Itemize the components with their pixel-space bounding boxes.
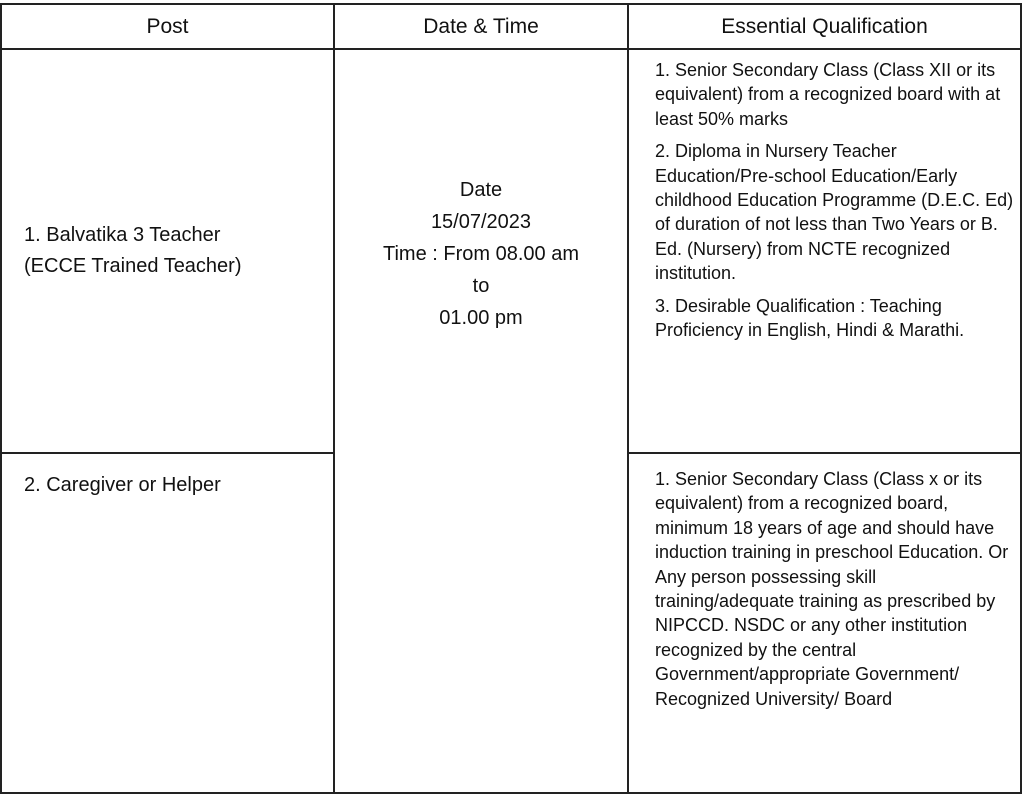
qualification-table <box>0 3 1022 794</box>
table-row <box>1 49 1021 453</box>
qualification-item: 3. Desirable Qualification : Teaching Proficiency in English, Hindi & Marathi. <box>655 295 965 341</box>
date-label: Date <box>459 178 503 201</box>
qualification-cell-balvatika <box>628 49 1021 453</box>
header-post: Post <box>1 4 334 49</box>
header-row <box>1 4 1021 49</box>
post-cell-caregiver <box>1 453 334 793</box>
time-start: Time : From 08.00 am <box>383 242 579 265</box>
header-date-time: Date & Time <box>334 4 628 49</box>
date-time-cell <box>334 49 628 793</box>
qualification-item: 2. Diploma in Nursery Teacher Education/Pre-school Education/Early childhood Education Programme (D.E.C. Ed) of duration of not less than Two Years or B. Ed. (Nursery) from NCTE recognized institution. <box>655 141 1014 284</box>
post-cell-balvatika <box>1 49 334 453</box>
post-subtitle: (ECCE Trained Teacher) <box>24 255 242 277</box>
time-end: 01.00 pm <box>439 306 523 329</box>
date-value: 15/07/2023 <box>430 210 532 233</box>
post-title: 2. Caregiver or Helper <box>24 474 221 496</box>
time-to: to <box>472 274 490 297</box>
qualification-cell-caregiver <box>628 453 1021 793</box>
qualification-item: 1. Senior Secondary Class (Class x or its equivalent) from a recognized board, minimum 18 years of age and should have induction training in preschool Education. Or Any person possessing skill training/adequate training as prescribed by NIPCCD. NSDC or any other institution recognized by the central Government/appropriate Government/ Recognized University/ Board <box>655 469 1009 709</box>
qualification-item: 1. Senior Secondary Class (Class XII or its equivalent) from a recognized board with at least 50% marks <box>655 60 1001 129</box>
post-title: 1. Balvatika 3 Teacher <box>24 224 221 246</box>
header-essential-qualification: Essential Qualification <box>628 4 1021 49</box>
